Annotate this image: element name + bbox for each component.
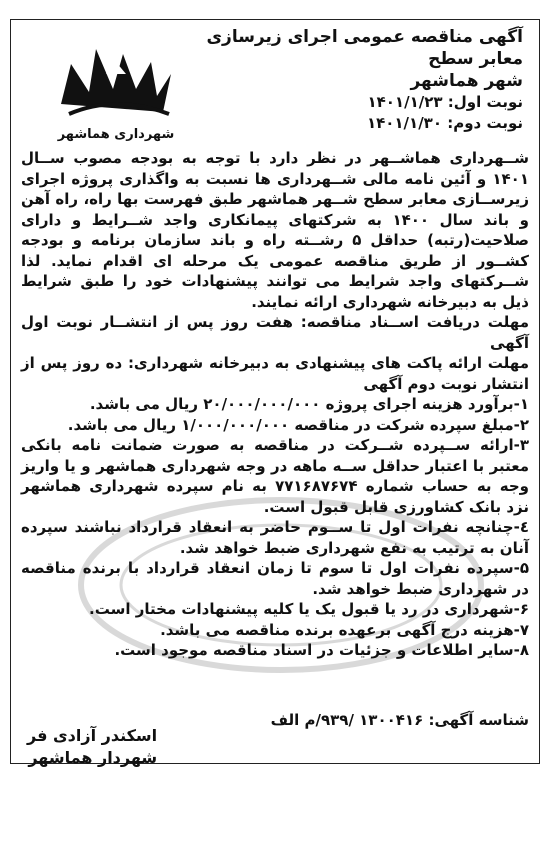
condition-item: ۱-برآورد هزینه اجرای پروژه ۲۰/۰۰۰/۰۰۰/۰۰۰ ریال می باشد. [89,395,529,413]
condition-item: ۸-سایر اطلاعات و جزئیات در اسناد مناقصه موجود است. [114,641,529,659]
first-issue-date: نوبت اول: ۱۴۰۱/۱/۲۳ [367,93,523,111]
announcement-header [193,26,523,134]
intro-paragraph: شــهرداری هماشــهر در نظر دارد با توجه به بودجه مصوب ســال ۱۴۰۱ و آئین نامه مالی شــهرداری ها نسبت به واگذاری پروژه اجرای زیرســازی معابر سطح شــهر هماشهر طبق فهرست بها راه، راه آهن و باند سال ۱۴۰۰ به شرکتهای پیمانکاری واجد شــرایط و دارای صلاحیت(رتبه) حداقل ۵ رشــته راه و باند سازمان برنامه و بودجه کشــور از طریق مناقصه عمومی یک مرحله ای اقدام نماید. لذا شــرکتهای واجد شرایط می توانند پیشنهادات خود را طبق شرایط ذیل به دبیرخانه شهرداری ارائه نمایند. [21,149,530,311]
condition-item: ۳-ارائه ســپرده شــرکت در مناقصه به صورت ضمانت نامه بانکی معتبر با اعتبار حداقل ســه ماهه در وجه شهرداری هماشهر و یا واریز وجه به حساب شماره ۷۷۱۶۸۷۶۷۴ به نام سپرده شهرداری هماشهر نزد بانک کشاورزی قابل قبول است. [21,436,529,516]
condition-item: ۷-هزینه درج آگهی برعهده برنده مناقصه می باشد. [160,620,529,639]
deadline-documents: مهلت دریافت اســناد مناقصه: هفت روز پس از انتشــار نوبت اول آگهی [21,313,529,352]
condition-item: ۲-مبلغ سپرده شرکت در مناقصه ۱/۰۰۰/۰۰۰/۰۰۰ ریال می باشد. [67,415,529,434]
announcement-body [21,148,529,661]
municipality-emblem-icon [51,34,181,124]
announcement-title-line1: آگهی مناقصه عمومی اجرای زیرسازی معابر سطح [206,27,523,69]
condition-item: ۶-شهرداری در رد یا قبول یک یا کلیه پیشنهادات مختار است. [89,600,529,618]
announcement-frame [10,19,540,767]
deadline-submission: مهلت ارائه پاکت های پیشنهادی به دبیرخانه شهرداری: ده روز پس از انتشار نوبت دوم آگهی [21,354,529,393]
municipality-logo [51,34,181,144]
announcement-title-line2: شهر هماشهر [410,71,523,91]
signer-title: شهردار هماشهر [28,748,158,767]
logo-caption: شهرداری هماشهر [57,127,175,142]
signature-block [27,725,157,769]
condition-item: ۵-سپرده نفرات اول تا سوم تا زمان انعقاد قرارداد با برنده مناقصه در شهرداری ضبط خواهد شد. [21,559,529,598]
signer-name: اسکندر آزادی فر [27,726,158,745]
second-issue-date: نوبت دوم: ۱۴۰۱/۱/۳۰ [366,114,523,132]
condition-item: ٤-چنانچه نفرات اول تا ســوم حاضر به انعقاد قرارداد نباشند سپرده آنان به ترتیب به نفع شهرداری ضبط خواهد شد. [21,518,529,557]
announcement-reference: شناسه آگهی: ۱۳۰۰۴۱۶ /۹۳۹/م الف [270,711,529,729]
